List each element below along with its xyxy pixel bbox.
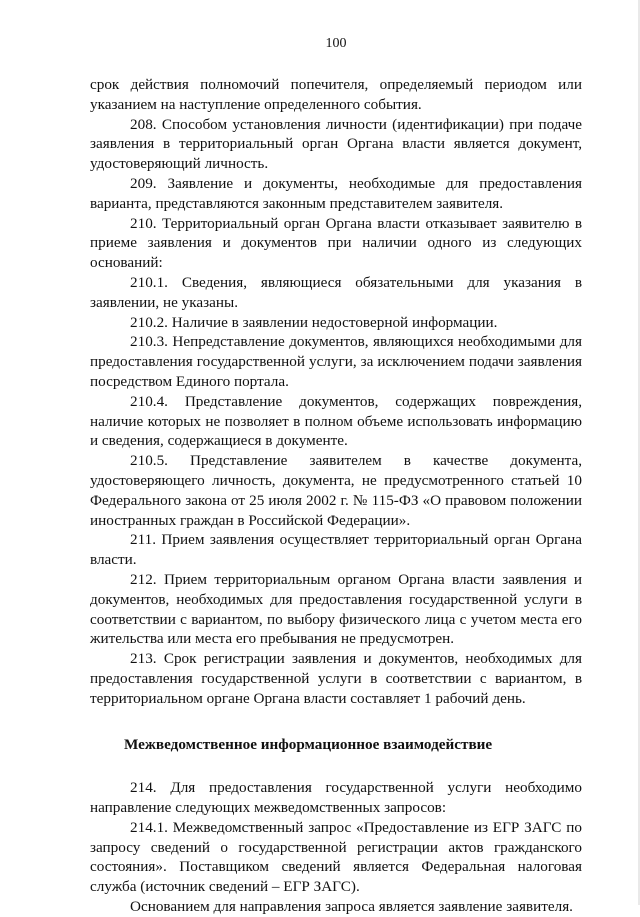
paragraph: 210.2. Наличие в заявлении недостоверной информации. bbox=[130, 313, 498, 331]
paragraph: 208. Способом установления личности (идентификации) при подаче заявления в территориальный орган Органа власти является документ, удостоверяющий личность. bbox=[90, 115, 582, 173]
page-number: 100 bbox=[325, 36, 347, 51]
paragraph: Основанием для направления запроса является заявление заявителя. bbox=[130, 898, 573, 916]
paragraph: 210.4. Представление документов, содержащих повреждения, наличие которых не позволяет в полном объеме использовать информацию и сведения, содержащиеся в документе. bbox=[90, 392, 582, 450]
paragraph: 212. Прием территориальным органом Органа власти заявления и документов, необходимых для предоставления государственной услуги в соответствии с вариантом, по выбору физического лица с учетом места его жительства или места его пребывания не предусмотрен. bbox=[90, 570, 582, 648]
paragraph: 211. Прием заявления осуществляет территориальный орган Органа власти. bbox=[90, 531, 582, 569]
paragraph: 213. Срок регистрации заявления и документов, необходимых для предоставления государственной услуги в соответствии с вариантом, в территориальном органе Органа власти составляет 1 рабочий день. bbox=[90, 650, 582, 707]
paragraph: 214.1. Межведомственный запрос «Предоставление из ЕГР ЗАГС по запросу сведений о государственной регистрации актов гражданского состояния». Поставщиком сведений является Федеральная налоговая служба (источник сведений – ЕГР ЗАГС). bbox=[90, 818, 582, 896]
paragraph: 210.1. Сведения, являющиеся обязательными для указания в заявлении, не указаны. bbox=[90, 273, 582, 311]
paragraph: 210.3. Непредставление документов, являющихся необходимыми для предоставления государственной услуги, за исключением подачи заявления посредством Единого портала. bbox=[90, 333, 582, 390]
section-heading: Межведомственное информационное взаимодействие bbox=[124, 735, 493, 753]
paragraphs-after bbox=[90, 778, 582, 917]
paragraphs-before bbox=[90, 75, 582, 709]
paragraph: 210. Территориальный орган Органа власти отказывает заявителю в приеме заявления и документов при наличии одного из следующих оснований: bbox=[90, 214, 582, 272]
paragraph: 210.5. Представление заявителем в качестве документа, удостоверяющего личность, документа, не предусмотренного статьей 10 Федерального закона от 25 июля 2002 г. № 115-ФЗ «О правовом положении иностранных граждан в Российской Федерации». bbox=[90, 452, 582, 529]
paragraph: срок действия полномочий попечителя, определяемый периодом или указанием на наступление определенного события. bbox=[90, 76, 582, 113]
paragraph: 214. Для предоставления государственной услуги необходимо направление следующих межведомственных запросов: bbox=[90, 779, 582, 817]
paragraph: 209. Заявление и документы, необходимые для предоставления варианта, представляются законным представителем заявителя. bbox=[90, 174, 582, 212]
